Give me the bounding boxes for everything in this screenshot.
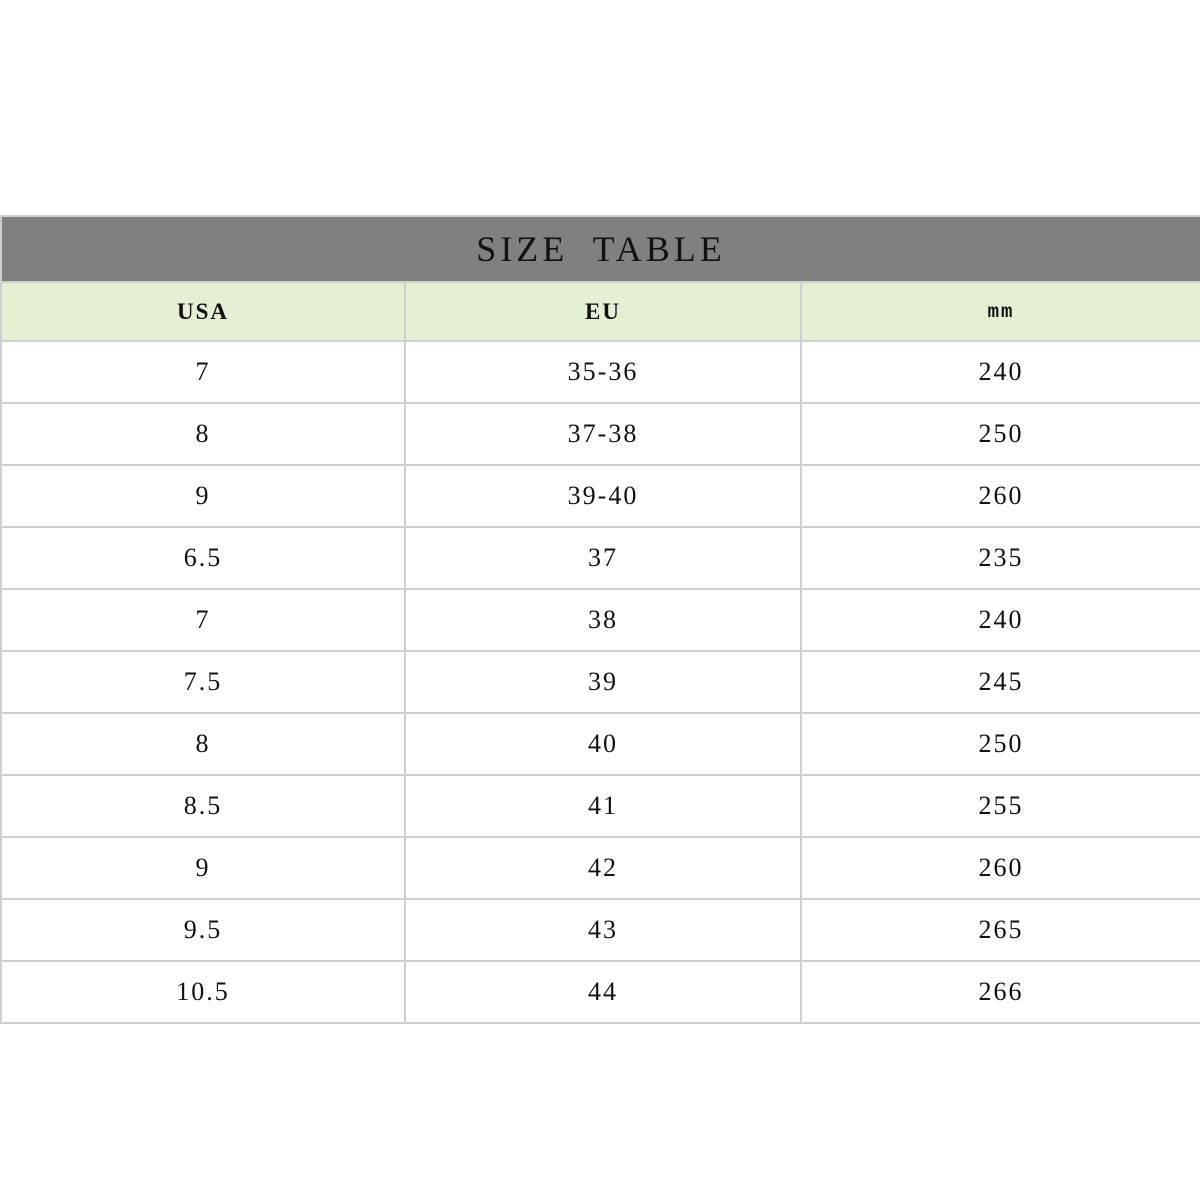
cell-mm: 260 (801, 465, 1200, 527)
cell-usa: 7 (1, 589, 405, 651)
cell-usa: 8.5 (1, 775, 405, 837)
cell-mm: 266 (801, 961, 1200, 1023)
cell-eu: 39 (405, 651, 801, 713)
cell-mm: 250 (801, 403, 1200, 465)
cell-usa: 10.5 (1, 961, 405, 1023)
column-header-mm: mm (801, 282, 1200, 341)
page-title (1, 216, 1200, 282)
size-table (0, 215, 1200, 1024)
cell-eu: 39-40 (405, 465, 801, 527)
cell-eu: 40 (405, 713, 801, 775)
table-row (1, 961, 1200, 1023)
cell-usa: 9.5 (1, 899, 405, 961)
cell-eu: 35-36 (405, 341, 801, 403)
table-row (1, 837, 1200, 899)
table-row (1, 527, 1200, 589)
cell-usa: 6.5 (1, 527, 405, 589)
cell-eu: 37-38 (405, 403, 801, 465)
table-row (1, 651, 1200, 713)
table-title-row (1, 216, 1200, 282)
table-row (1, 589, 1200, 651)
cell-usa: 9 (1, 837, 405, 899)
table-row (1, 341, 1200, 403)
size-table-container (0, 215, 1200, 1024)
cell-mm: 255 (801, 775, 1200, 837)
cell-mm: 240 (801, 589, 1200, 651)
column-header-usa: USA (1, 282, 405, 341)
cell-eu: 37 (405, 527, 801, 589)
cell-usa: 9 (1, 465, 405, 527)
cell-mm: 235 (801, 527, 1200, 589)
cell-eu: 43 (405, 899, 801, 961)
table-header-row (1, 282, 1200, 341)
table-row (1, 899, 1200, 961)
cell-mm: 245 (801, 651, 1200, 713)
cell-mm: 265 (801, 899, 1200, 961)
column-header-eu: EU (405, 282, 801, 341)
cell-usa: 8 (1, 713, 405, 775)
cell-eu: 41 (405, 775, 801, 837)
cell-usa: 7 (1, 341, 405, 403)
page-title-text: SIZE TABLE (476, 229, 726, 269)
cell-eu: 44 (405, 961, 801, 1023)
cell-mm: 260 (801, 837, 1200, 899)
cell-usa: 8 (1, 403, 405, 465)
table-row (1, 465, 1200, 527)
cell-eu: 42 (405, 837, 801, 899)
cell-mm: 250 (801, 713, 1200, 775)
table-row (1, 713, 1200, 775)
table-row (1, 403, 1200, 465)
cell-mm: 240 (801, 341, 1200, 403)
cell-eu: 38 (405, 589, 801, 651)
table-row (1, 775, 1200, 837)
cell-usa: 7.5 (1, 651, 405, 713)
